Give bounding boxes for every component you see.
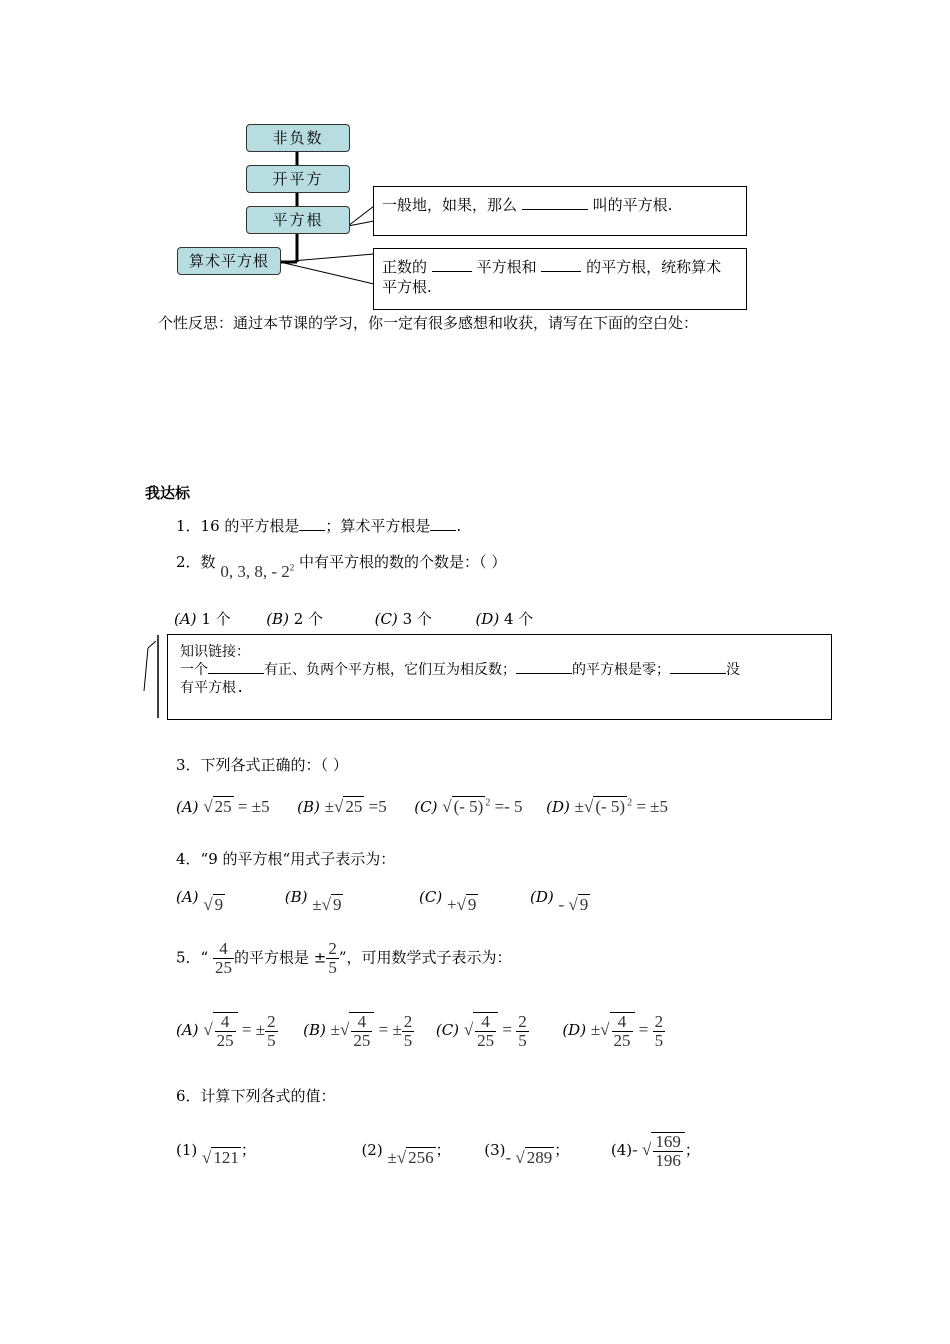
q6-4-den: 196 [655,1150,681,1170]
q4-c-expr: +√ 9 [446,895,477,914]
q4-option-a [176,888,225,914]
q6-number: 6． [176,1087,201,1105]
q4-a-label: (A) [176,888,199,906]
q5-d-den: 25 [613,1030,631,1050]
q4-a-expr: √ 9 [203,895,224,914]
section-title: 我达标 [145,484,191,502]
q4-c-pre: + [446,895,457,914]
q5-options [176,1012,665,1050]
q6-1-expr: √ 121 [202,1148,239,1168]
q5-frac2-den: 5 [328,957,337,977]
callout-square-root-definition [373,186,747,236]
q3-a-post: = ±5 [233,797,270,816]
q4-number: 4． [176,850,201,868]
q4-c-rad: 9 [467,895,477,914]
callout-arithmetic-definition [373,248,747,310]
q6-4-expr: - √ $\frac{169}{196}$ [632,1140,685,1159]
knowledge-l1d: 没 [726,662,740,678]
question-4 [176,848,395,869]
q5-frac1-num: 4 [213,940,234,959]
q6-2-pre: ± [387,1148,397,1168]
q2-option-c [375,610,432,628]
q5-b-expr: ±√ $\frac{4}{25}$ = ± $\frac{2}{5}$ [330,1012,413,1050]
q6-1-rad: 121 [213,1148,239,1168]
q5-d-rhs [653,1013,666,1050]
q6-4-post: ； [684,1141,700,1160]
q5-a-rhs [265,1013,278,1050]
q5-c-eq: = [498,1020,517,1040]
q5-c-radfrac [475,1013,496,1050]
q6-item-1 [176,1141,256,1168]
q2-b-text: 2 个 [293,610,324,628]
q3-d-sup: 2 [627,797,633,809]
q3-c-expr: √ (- 5) $^2$ =- 5 [442,797,523,816]
question-2 [176,551,507,581]
q5-d-pre: ± [590,1020,601,1040]
knowledge-link-box [167,634,832,720]
q6-4-num: 169 [655,1132,681,1151]
q5-fraction-2 [326,940,339,977]
q5-frac1-den: 25 [215,957,232,977]
q6-2-post: ； [435,1141,451,1160]
q5-c-rhs-num: 2 [518,1012,527,1031]
q4-options [176,886,590,914]
q5-b-radfrac [351,1013,372,1050]
q1-blank-1 [299,530,325,531]
q4-d-label: (D) [529,888,554,906]
q4-option-b [284,888,344,914]
q2-a-label: (A) [174,610,197,628]
q6-3-expr: - √ 289 [505,1148,553,1168]
q3-c-sup: 2 [485,797,491,809]
q2-d-label: (D) [475,610,500,628]
knowledge-l1b: 有正、负两个平方根，它们互为相反数； [264,662,516,678]
q3-c-post: =- 5 [490,797,523,816]
q3-b-expr: ±√ 25 =5 [324,797,387,816]
q5-c-label: (C) [435,1021,460,1040]
q5-d-radfrac [612,1013,633,1050]
node-extract-root: 开平方 [246,165,350,193]
q5-b-rhs [402,1013,415,1050]
q5-d-rhs-num: 2 [654,1012,664,1031]
q5-a-rhs-den: 5 [267,1030,276,1050]
q5-a-den: 25 [216,1030,234,1050]
q3-a-expr: √ 25 = ±5 [203,797,270,816]
q3-a-label: (A) [176,798,199,816]
q2-a-text: 1 个 [201,610,231,628]
q5-d-expr: ±√ $\frac{4}{25}$ = $\frac{2}{5}$ [590,1012,664,1050]
q3-c-rad: (- 5) [453,797,484,816]
q6-item-3 [484,1141,570,1168]
q5-a-eq: = ± [237,1020,266,1040]
q6-text: 计算下列各式的值： [200,1087,336,1105]
q5-frac2-num: 2 [328,939,337,958]
knowledge-blank-3 [670,673,726,674]
q2-expression [220,562,294,581]
q4-b-expr: ±√ 9 [312,895,342,914]
q3-b-pre: ± [324,797,335,816]
q4-option-d [529,888,590,914]
q5-c-den: 25 [477,1030,495,1050]
q5-d-num: 4 [612,1013,633,1032]
q5-a-radfrac [215,1013,236,1050]
knowledge-blank-1 [208,673,264,674]
callout1-after: 叫的平方根. [592,196,673,214]
q4-b-pre: ± [312,895,322,914]
q3-text: 下列各式正确的：（ ） [200,756,348,774]
question-6 [176,1085,336,1106]
q6-2-rad: 256 [408,1148,434,1168]
q1-number: 1． [176,517,201,535]
q3-b-label: (B) [297,798,320,816]
knowledge-bracket [140,633,170,723]
q6-3-pre: - [505,1148,516,1168]
q3-b-rad: 25 [345,797,363,816]
q2-d-text: 4 个 [503,610,534,628]
q4-b-rad: 9 [332,895,342,914]
knowledge-blank-2 [516,673,572,674]
q3-d-expr: ±√ (- 5) $^2$ = ±5 [574,797,668,816]
q5-option-d [562,1012,665,1050]
callout2-blank2 [541,271,581,272]
question-5 [176,940,512,977]
q5-option-b [303,1012,414,1050]
q3-d-pre: ± [574,797,584,816]
knowledge-l1c: 的平方根是零； [572,662,670,678]
node-arithmetic-root: 算术平方根 [177,247,281,275]
q5-b-label: (B) [303,1021,326,1040]
callout2-part2: 平方根和 [476,258,537,276]
q5-a-label: (A) [176,1021,199,1040]
q4-text: “9 的平方根“用式子表示为： [200,850,396,868]
q5-b-num: 4 [351,1013,372,1032]
q3-option-d [546,798,668,816]
q5-d-rhs-den: 5 [654,1030,664,1050]
q5-fraction-1 [213,940,234,977]
q3-d-post: = ±5 [632,797,668,816]
q2-number: 2． [176,553,201,571]
q6-3-label: (3) [484,1141,506,1160]
q5-a-expr: √ $\frac{4}{25}$ = ± $\frac{2}{5}$ [203,1012,276,1050]
q3-d-rad: (- 5) [595,797,626,816]
q4-b-label: (B) [284,888,308,906]
q6-2-expr: ±√ 256 [387,1148,434,1168]
q6-3-rad: 289 [526,1148,553,1168]
knowledge-title: 知识链接： [180,644,250,660]
q3-a-rad: 25 [214,797,232,816]
q5-b-rhs-num: 2 [403,1012,413,1031]
q6-item-4 [610,1132,700,1170]
callout2-part1: 正数的 [382,258,428,276]
reflection-prompt: 个性反思：通过本节课的学习，你一定有很多感想和收获，请写在下面的空白处： [158,314,699,332]
q2-expr: 0, 3, 8, - 2 [220,562,290,581]
q3-c-label: (C) [414,798,438,816]
callout1-blank [522,209,588,210]
q6-1-post: ； [240,1141,256,1160]
q5-c-rhs-den: 5 [518,1030,527,1050]
q5-a-rhs-num: 2 [267,1012,276,1031]
q6-1-label: (1) [176,1141,198,1160]
q5-c-num: 4 [475,1013,496,1032]
q1-text-b: ；算术平方根是 [325,517,431,535]
q5-c-rhs [516,1013,529,1050]
q5-mid: 的平方根是 ± [234,948,327,967]
knowledge-l1a: 一个 [180,662,208,678]
q1-text-a: 16 的平方根是 [200,517,300,535]
q4-d-rad: 9 [579,895,589,914]
q3-options [176,796,668,817]
q5-open-quote: “ [200,948,209,967]
q3-option-c [414,798,522,816]
q3-option-a [176,798,270,816]
q5-c-expr: √ $\frac{4}{25}$ = $\frac{2}{5}$ [463,1012,527,1050]
q5-option-c [435,1012,529,1050]
q4-a-rad: 9 [214,895,224,914]
q2-c-label: (C) [374,610,398,628]
q4-c-label: (C) [419,888,443,906]
q5-b-pre: ± [330,1020,341,1040]
question-3 [176,754,348,775]
q2-c-text: 3 个 [402,610,432,628]
knowledge-l2: 有平方根. [180,680,245,696]
q2-exp: 2 [289,562,295,573]
q6-2-label: (2) [361,1141,383,1160]
question-1 [176,515,461,536]
q2-option-d [475,610,533,628]
q4-option-c [419,888,478,914]
q2-b-label: (B) [266,610,289,628]
q3-b-post: =5 [364,797,387,816]
q3-option-b [297,798,387,816]
q5-close: ”，可用数学式子表示为： [338,948,512,967]
q6-item-2 [361,1141,451,1168]
q5-option-a [176,1012,278,1050]
q3-number: 3． [176,756,201,774]
q4-d-pre: - [558,895,569,914]
q2-option-b [266,610,323,628]
q5-b-den: 25 [353,1030,371,1050]
q2-prefix: 数 [200,553,216,571]
q4-d-expr: - √ 9 [558,895,589,914]
q5-a-num: 4 [215,1013,236,1032]
q1-text-c: . [456,517,462,535]
q1-blank-2 [430,530,456,531]
q6-4-pre: - [632,1140,643,1160]
q2-option-a [174,610,231,628]
node-square-root: 平方根 [246,206,350,234]
q5-d-eq: = [634,1020,653,1040]
q6-items [176,1132,700,1170]
callout2-part4: 平方根. [382,278,432,296]
q6-4-label: (4) [610,1141,633,1160]
node-nonnegative: 非负数 [246,124,350,152]
callout1-before: 一般地，如果，那么 [382,196,518,214]
q6-3-post: ； [554,1141,570,1160]
q5-number: 5． [176,948,201,967]
q2-suffix: 中有平方根的数的个数是：（ ） [299,553,507,571]
callout2-blank1 [432,271,472,272]
callout2-part3: 的平方根，统称算术 [586,258,722,276]
q6-4-frac [653,1133,683,1170]
q2-options [174,608,533,629]
q5-b-eq: = ± [374,1020,402,1040]
q5-d-label: (D) [562,1021,587,1040]
q3-d-label: (D) [546,798,570,816]
q5-b-rhs-den: 5 [403,1030,413,1050]
